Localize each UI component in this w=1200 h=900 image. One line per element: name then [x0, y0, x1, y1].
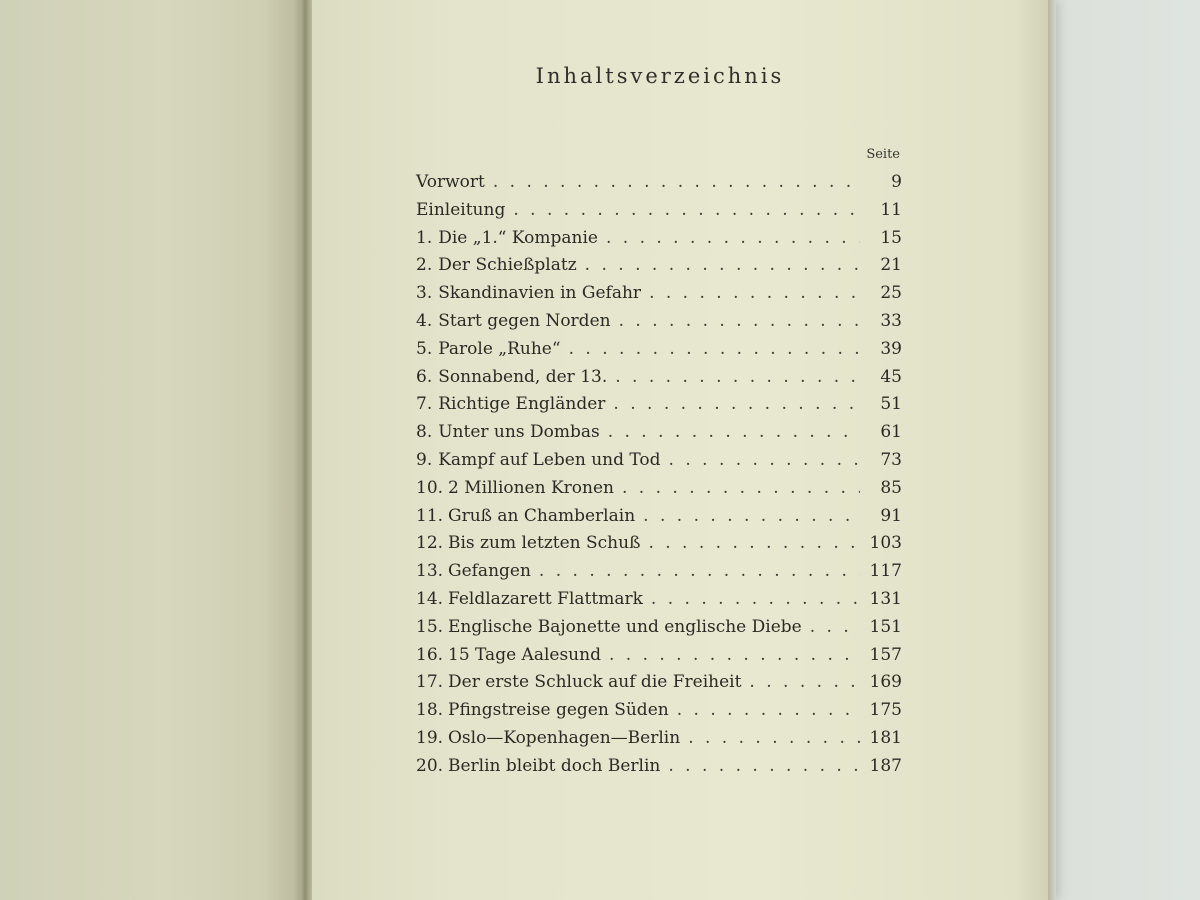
chapter-title: Unter uns Dombas: [438, 422, 600, 443]
chapter-number: 18.: [416, 700, 444, 721]
chapter-title: Richtige Engländer: [438, 394, 606, 415]
toc-entry: [416, 450, 902, 478]
chapter-title: Die „1.“ Kompanie: [438, 227, 598, 248]
dot-leader: [810, 617, 860, 637]
dot-leader: [677, 700, 860, 720]
chapter-number: 16.: [416, 644, 444, 665]
page-number: 151: [869, 616, 902, 637]
chapter-number: 6.: [416, 366, 433, 387]
toc-entry: [416, 228, 902, 256]
chapter-number: 1.: [416, 227, 433, 248]
page-title: Inhaltsverzeichnis: [535, 64, 785, 88]
chapter-number: 9.: [416, 449, 433, 470]
page-number: 39: [880, 338, 902, 359]
page-number: 73: [880, 449, 902, 470]
chapter-title: Feldlazarett Flattmark: [448, 588, 643, 609]
dot-leader: [608, 422, 860, 442]
dot-leader: [493, 172, 860, 192]
page-number: 157: [869, 644, 902, 665]
page-number: 33: [880, 310, 902, 331]
chapter-number: 17.: [416, 672, 444, 693]
toc-entry: [416, 700, 902, 728]
page-number: 103: [869, 533, 902, 554]
dot-leader: [613, 394, 860, 414]
toc-entry: [416, 394, 902, 422]
chapter-number: 7.: [416, 394, 433, 415]
dot-leader: [669, 450, 860, 470]
toc-entry: [416, 283, 902, 311]
dot-leader: [651, 589, 860, 609]
page-number: 169: [869, 672, 902, 693]
chapter-title: Sonnabend, der 13.: [438, 366, 608, 387]
page-edge: [1048, 0, 1056, 900]
toc-entry: [416, 728, 902, 756]
chapter-number: 15.: [416, 616, 444, 637]
page-number: 175: [869, 700, 902, 721]
page-number: 9: [891, 172, 902, 192]
toc-entry: [416, 561, 902, 589]
page-number: 131: [869, 588, 902, 609]
toc-entry: [416, 617, 902, 645]
chapter-title: Oslo—Kopenhagen—Berlin: [448, 727, 681, 748]
dot-leader: [569, 339, 860, 359]
chapter-title: Englische Bajonette und englische Diebe: [448, 616, 802, 637]
left-page: [0, 0, 300, 900]
toc-entry: [416, 255, 902, 283]
page-column-header: Seite: [866, 147, 900, 162]
page-number: 117: [869, 561, 902, 582]
chapter-number: 2.: [416, 255, 433, 276]
chapter-title: Gruß an Chamberlain: [448, 505, 636, 526]
chapter-number: 4.: [416, 310, 433, 331]
dot-leader: [606, 228, 860, 248]
page-number: 181: [869, 727, 902, 748]
chapter-number: 5.: [416, 338, 433, 359]
dot-leader: [749, 672, 860, 692]
dot-leader: [648, 533, 860, 553]
chapter-title: Berlin bleibt doch Berlin: [448, 755, 661, 776]
chapter-title: 2 Millionen Kronen: [448, 477, 614, 498]
chapter-number: 20.: [416, 755, 444, 776]
chapter-title: Parole „Ruhe“: [438, 338, 561, 359]
chapter-number: 14.: [416, 588, 444, 609]
chapter-title: Der Schießplatz: [438, 255, 577, 276]
page-number: 61: [880, 422, 902, 443]
toc-entry: [416, 367, 902, 395]
page-number: 11: [880, 199, 902, 220]
page-number: 15: [880, 227, 902, 248]
dot-leader: [622, 478, 860, 498]
chapter-number: 13.: [416, 561, 444, 582]
chapter-title: Der erste Schluck auf die Freiheit: [448, 672, 742, 693]
chapter-title: 15 Tage Aalesund: [448, 644, 601, 665]
page-number: 91: [880, 505, 902, 526]
toc-entry: [416, 339, 902, 367]
toc-entry: [416, 589, 902, 617]
chapter-number: 10.: [416, 477, 444, 498]
toc-entry: [416, 311, 902, 339]
chapter-title: Pfingstreise gegen Süden: [448, 700, 669, 721]
toc-entry: [416, 645, 902, 673]
dot-leader: [649, 283, 860, 303]
chapter-title: Kampf auf Leben und Tod: [438, 449, 661, 470]
toc-entry: [416, 506, 902, 534]
chapter-number: 3.: [416, 283, 433, 304]
dot-leader: [688, 728, 860, 748]
dot-leader: [615, 367, 860, 387]
chapter-title: Vorwort: [416, 172, 485, 192]
toc-entry: [416, 478, 902, 506]
chapter-title: Start gegen Norden: [438, 310, 611, 331]
dot-leader: [643, 506, 860, 526]
page-number: 187: [869, 755, 902, 776]
chapter-number: 11.: [416, 505, 444, 526]
page-number: 85: [880, 477, 902, 498]
page-number: 25: [880, 283, 902, 304]
dot-leader: [585, 255, 860, 275]
chapter-title: Gefangen: [448, 561, 531, 582]
dot-leader: [539, 561, 860, 581]
toc-entry: [416, 756, 902, 784]
page-number: 21: [880, 255, 902, 276]
toc-entry: [416, 422, 902, 450]
toc-entry: [416, 200, 902, 228]
page-number: 45: [880, 366, 902, 387]
chapter-title: Einleitung: [416, 199, 506, 220]
toc-entry: [416, 672, 902, 700]
dot-leader: [513, 200, 860, 220]
dot-leader: [619, 311, 860, 331]
chapter-number: 8.: [416, 422, 433, 443]
toc-entry: [416, 533, 902, 561]
chapter-number: 12.: [416, 533, 444, 554]
chapter-title: Bis zum letzten Schuß: [448, 533, 641, 554]
toc-entry: [416, 172, 902, 200]
dot-leader: [668, 756, 860, 776]
chapter-number: 19.: [416, 727, 444, 748]
table-of-contents: [416, 172, 902, 784]
chapter-title: Skandinavien in Gefahr: [438, 283, 642, 304]
page-number: 51: [880, 394, 902, 415]
dot-leader: [609, 645, 860, 665]
